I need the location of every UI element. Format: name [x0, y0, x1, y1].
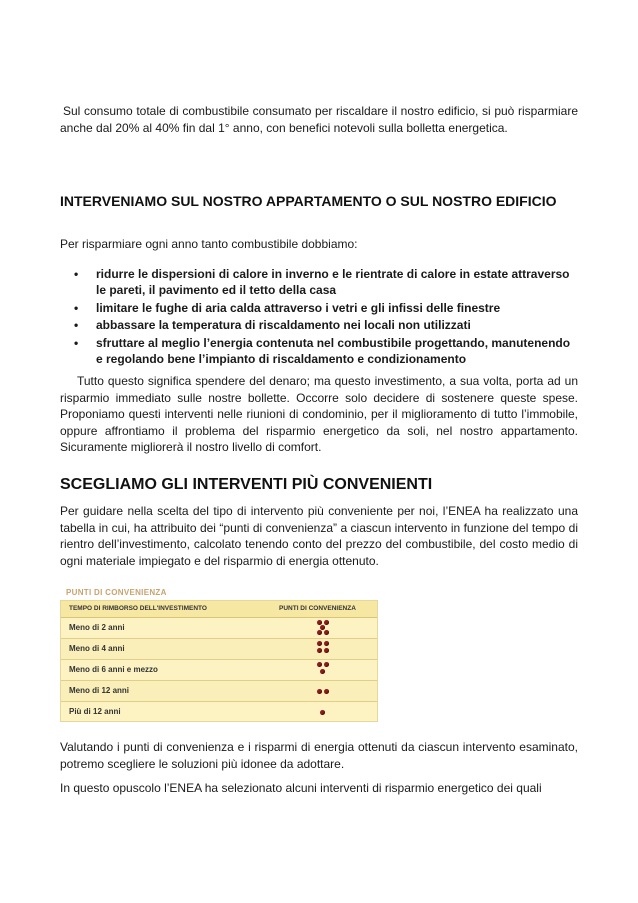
convenience-point-dot — [320, 669, 325, 674]
table-row — [61, 681, 377, 702]
bullet-icon: • — [74, 267, 79, 281]
row-label: Meno di 2 anni — [69, 623, 125, 632]
bullet-item: • ridurre le dispersioni di calore in inverno e le rientrate di calore in estate attraverso le pareti, il pavimento ed il tetto della casa — [74, 267, 570, 297]
convenience-point-dot — [324, 641, 329, 646]
points-dots — [316, 620, 332, 636]
table-row — [61, 660, 377, 681]
convenience-point-dot — [317, 689, 322, 694]
convenience-point-dot — [320, 710, 325, 715]
section2-body: Per guidare nella scelta del tipo di intervento più conveniente per noi, l’ENEA ha realizzato una tabella in cui, ha attribuito dei “punti di convenienza” a ciascun intervento in funzione del tempo di rientro dell’investimento, calcolato tenendo conto del prezzo del combustibile, del costo medio di ogni materiale impiegato e del risparmio di energia ottenuto. — [60, 504, 578, 568]
outro-paragraph-1: Valutando i punti di convenienza e i risparmi di energia ottenuti da ciascun intervento esaminato, potremo scegliere le soluzioni più idonee da adottare. — [60, 740, 578, 771]
convenience-point-dot — [317, 630, 322, 635]
row-label: Meno di 6 anni e mezzo — [69, 665, 158, 674]
points-dots — [316, 662, 332, 678]
convenience-point-dot — [324, 662, 329, 667]
points-dots — [316, 704, 332, 720]
convenience-point-dot — [324, 648, 329, 653]
table-row — [61, 702, 377, 722]
intro-paragraph: Sul consumo totale di combustibile consumato per riscaldare il nostro edificio, si può risparmiare anche dal 20% al 40% fin dal 1° anno, con benefici notevoli sulla bolletta energetica. — [60, 104, 578, 135]
points-dots — [316, 683, 332, 699]
bullet-icon: • — [74, 318, 79, 332]
convenience-point-dot — [324, 689, 329, 694]
table-row — [61, 618, 377, 639]
section1-bullet-list — [60, 266, 580, 368]
convenience-points-table — [60, 588, 378, 722]
table-header — [61, 601, 377, 618]
row-label: Più di 12 anni — [69, 707, 121, 716]
convenience-point-dot — [317, 648, 322, 653]
outro-paragraph-2: In questo opuscolo l’ENEA ha selezionato alcuni interventi di risparmio energetico dei quali — [60, 781, 542, 795]
convenience-point-dot — [324, 620, 329, 625]
bullet-item: • limitare le fughe di aria calda attraverso i vetri e gli infissi delle finestre — [74, 300, 501, 315]
points-dots — [316, 641, 332, 657]
table-title: PUNTI DI CONVENIENZA — [66, 588, 167, 597]
convenience-point-dot — [320, 625, 325, 630]
section1-body: Tutto questo significa spendere del denaro; ma questo investimento, a sua volta, porta ad un risparmio immediato sulle nostre bollette. Occorre solo decidere di sostenere queste spese. Proponiamo questi interventi nelle riunioni di condominio, per il miglioramento di tutto l’immobile, oppure affrontiamo il problema del risparmio energetico da soli, nel nostro appartamento. Sicuramente migliorerà il nostro livello di comfort. — [60, 374, 578, 454]
convenience-point-dot — [324, 630, 329, 635]
convenience-point-dot — [317, 662, 322, 667]
row-label: Meno di 12 anni — [69, 686, 130, 695]
bullet-item: • abbassare la temperatura di riscaldamento nei locali non utilizzati — [74, 318, 471, 332]
table-row — [61, 639, 377, 660]
section1-lead: Per risparmiare ogni anno tanto combustibile dobbiamo: — [60, 237, 358, 251]
section2-heading: SCEGLIAMO GLI INTERVENTI PIÙ CONVENIENTI — [60, 476, 433, 493]
bullet-item: • sfruttare al meglio l’energia contenuta nel combustibile progettando, manutenendo e regolando bene l’impianto di riscaldamento e condizionamento — [74, 335, 571, 366]
bullet-icon: • — [74, 300, 79, 315]
convenience-point-dot — [317, 641, 322, 646]
table-col2-header: PUNTI DI CONVENIENZA — [279, 605, 356, 612]
row-label: Meno di 4 anni — [69, 644, 125, 653]
section1-heading: INTERVENIAMO SUL NOSTRO APPARTAMENTO O SUL NOSTRO EDIFICIO — [60, 193, 557, 209]
table-frame — [60, 600, 378, 722]
bullet-icon: • — [74, 335, 79, 350]
table-col1-header: TEMPO DI RIMBORSO DELL'INVESTIMENTO — [69, 605, 207, 612]
